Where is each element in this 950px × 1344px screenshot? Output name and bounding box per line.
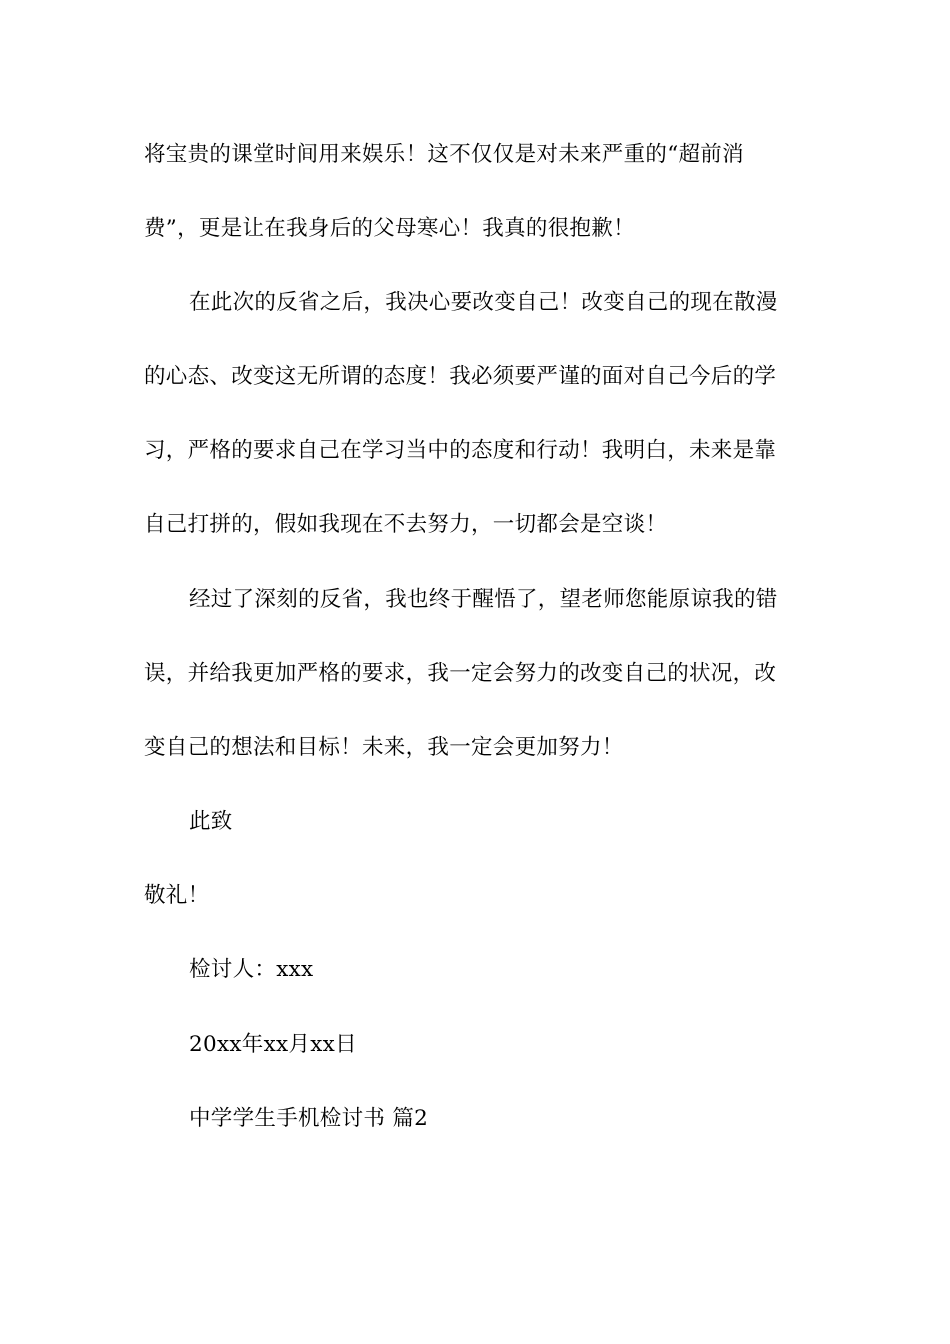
paragraph-line: 的心态、改变这无所谓的态度！我必须要严谨的面对自己今后的学 xyxy=(144,364,777,389)
paragraph-line: 自己打拼的，假如我现在不去努力，一切都会是空谈！ xyxy=(144,512,668,537)
paragraph-line: 习，严格的要求自己在学习当中的态度和行动！我明白，未来是靠 xyxy=(144,438,777,463)
section-title: 中学学生手机检讨书 篇2 xyxy=(189,1106,429,1131)
signature-line: 检讨人：xxx xyxy=(189,957,314,982)
paragraph-line: 费”，更是让在我身后的父母寒心！我真的很抱歉！ xyxy=(144,216,635,241)
closing-greeting: 敬礼！ xyxy=(144,883,210,908)
paragraph-line: 误，并给我更加严格的要求，我一定会努力的改变自己的状况，改 xyxy=(144,661,777,686)
date-line: 20xx年xx月xx日 xyxy=(189,1032,357,1057)
paragraph-line: 将宝贵的课堂时间用来娱乐！这不仅仅是对未来严重的“超前消 xyxy=(144,142,744,167)
paragraph-line: 在此次的反省之后，我决心要改变自己！改变自己的现在散漫 xyxy=(189,290,778,315)
closing-salutation: 此致 xyxy=(189,809,233,834)
paragraph-line: 变自己的想法和目标！未来，我一定会更加努力！ xyxy=(144,735,624,760)
paragraph-line: 经过了深刻的反省，我也终于醒悟了，望老师您能原谅我的错 xyxy=(189,587,778,612)
